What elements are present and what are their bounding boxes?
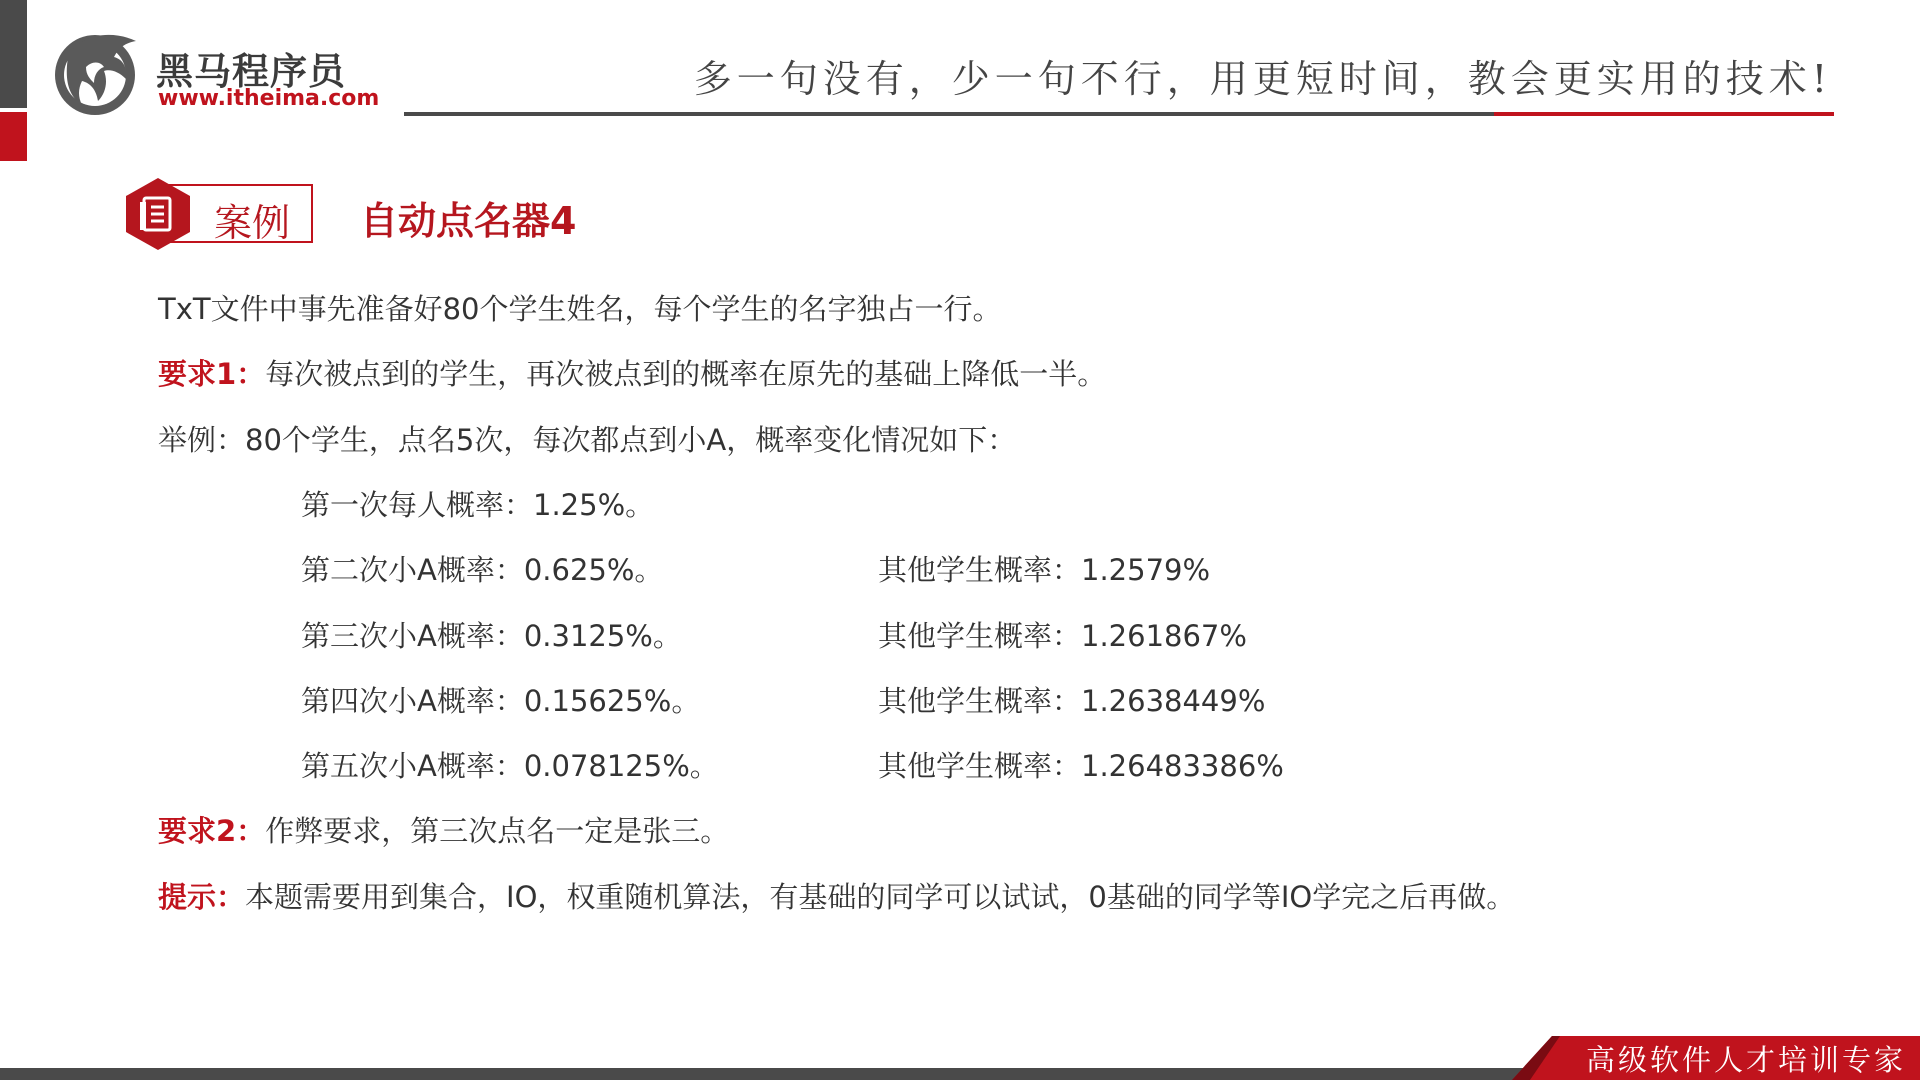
case-tag-label: 案例	[214, 201, 291, 245]
edge-bar-red	[0, 112, 27, 161]
requirement-2	[158, 809, 729, 850]
a-prob-row: 第三次小A概率：0.3125%。	[301, 619, 682, 653]
horse-logo-icon	[48, 27, 146, 119]
requirement-1	[158, 352, 1106, 393]
a-prob-row: 第四次小A概率：0.15625%。	[301, 684, 701, 718]
others-prob-row: 其他学生概率：1.2638449%	[878, 684, 1266, 718]
header-divider-accent	[1494, 112, 1834, 116]
logo-url: www.itheima.com	[158, 86, 380, 111]
logo-name: 黑马程序员	[156, 50, 346, 93]
hint	[158, 875, 1515, 916]
hint-label: 提示：	[158, 880, 246, 914]
requirement-1-label: 要求1：	[158, 357, 266, 391]
first-round-prob: 第一次每人概率：1.25%。	[301, 488, 655, 522]
others-prob-row: 其他学生概率：1.261867%	[878, 619, 1247, 653]
logo	[48, 27, 380, 119]
header-divider	[404, 112, 1494, 116]
edge-bar-dark	[0, 0, 27, 108]
a-prob-row: 第五次小A概率：0.078125%。	[301, 749, 719, 783]
requirement-2-text: 作弊要求，第三次点名一定是张三。	[265, 814, 730, 848]
page-title: 自动点名器4	[360, 199, 577, 243]
footer-tagline: 高级软件人才培训专家	[1586, 1043, 1907, 1077]
intro-text: TxT文件中事先准备好80个学生姓名，每个学生的名字独占一行。	[158, 292, 1002, 326]
requirement-1-text: 每次被点到的学生，再次被点到的概率在原先的基础上降低一半。	[265, 357, 1107, 391]
document-icon	[124, 176, 192, 252]
example-text: 举例：80个学生，点名5次，每次都点到小A，概率变化情况如下：	[158, 423, 1017, 457]
requirement-2-label: 要求2：	[158, 814, 266, 848]
others-prob-row: 其他学生概率：1.2579%	[878, 553, 1211, 587]
slogan: 多一句没有，少一句不行，用更短时间，教会更实用的技术!	[693, 57, 1832, 101]
hint-text: 本题需要用到集合，IO，权重随机算法，有基础的同学可以试试，0基础的同学等IO学完之后再做。	[245, 880, 1516, 914]
others-prob-row: 其他学生概率：1.26483386%	[878, 749, 1284, 783]
a-prob-row: 第二次小A概率：0.625%。	[301, 553, 664, 587]
